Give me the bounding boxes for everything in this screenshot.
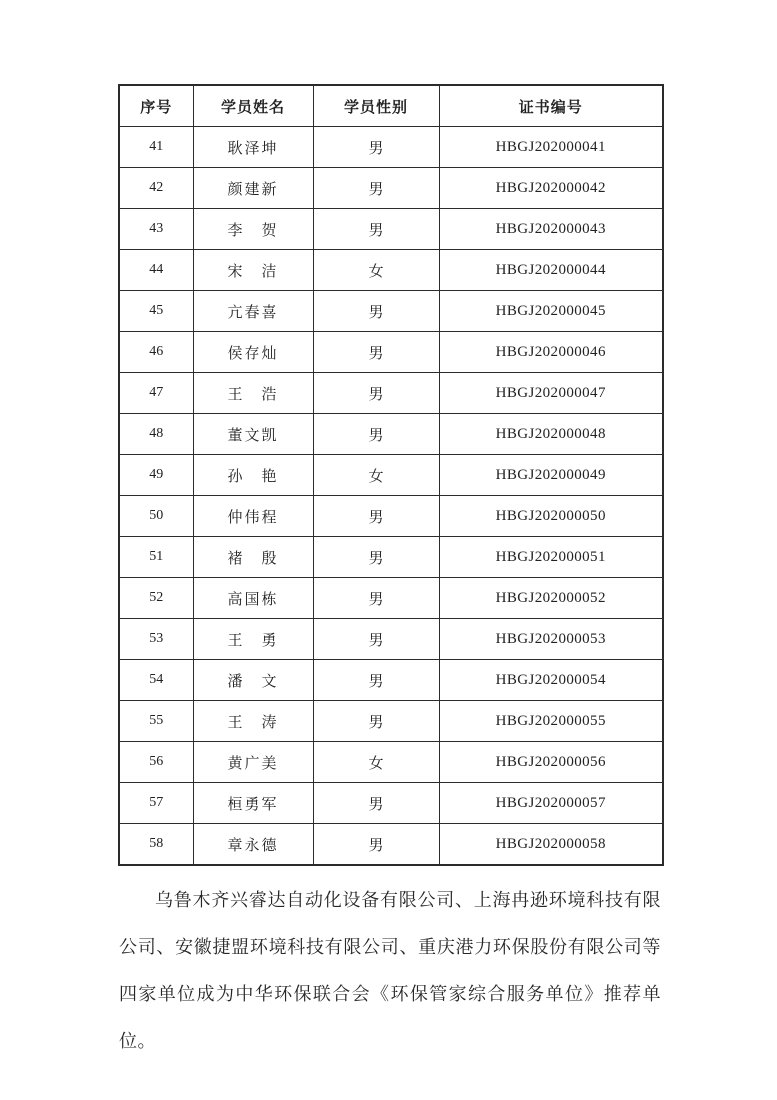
cell-certificate-number: HBGJ202000046 <box>439 332 663 373</box>
cell-certificate-number: HBGJ202000041 <box>439 127 663 168</box>
cell-student-gender: 男 <box>313 660 439 701</box>
cell-student-gender: 男 <box>313 701 439 742</box>
cell-certificate-number: HBGJ202000054 <box>439 660 663 701</box>
cell-certificate-number: HBGJ202000057 <box>439 783 663 824</box>
table-row <box>119 537 663 578</box>
cell-student-name: 侯存灿 <box>193 332 313 373</box>
column-header-gender: 学员性别 <box>313 85 439 127</box>
cell-student-name: 褚 殷 <box>193 537 313 578</box>
cell-certificate-number: HBGJ202000048 <box>439 414 663 455</box>
cell-certificate-number: HBGJ202000052 <box>439 578 663 619</box>
cell-serial-number: 55 <box>119 701 193 742</box>
cell-student-gender: 男 <box>313 824 439 866</box>
column-header-cert-no: 证书编号 <box>439 85 663 127</box>
cell-certificate-number: HBGJ202000045 <box>439 291 663 332</box>
cell-certificate-number: HBGJ202000050 <box>439 496 663 537</box>
cell-serial-number: 52 <box>119 578 193 619</box>
cell-student-gender: 男 <box>313 537 439 578</box>
cell-student-gender: 男 <box>313 496 439 537</box>
cell-certificate-number: HBGJ202000051 <box>439 537 663 578</box>
cell-serial-number: 57 <box>119 783 193 824</box>
table-row <box>119 250 663 291</box>
cell-student-gender: 男 <box>313 209 439 250</box>
table-row <box>119 783 663 824</box>
table-row <box>119 455 663 496</box>
cell-certificate-number: HBGJ202000058 <box>439 824 663 866</box>
table-row <box>119 414 663 455</box>
cell-student-gender: 男 <box>313 332 439 373</box>
cell-student-name: 桓勇军 <box>193 783 313 824</box>
cell-student-name: 王 涛 <box>193 701 313 742</box>
cell-serial-number: 45 <box>119 291 193 332</box>
cell-student-name: 潘 文 <box>193 660 313 701</box>
cell-student-gender: 男 <box>313 291 439 332</box>
cell-student-name: 宋 洁 <box>193 250 313 291</box>
table-row <box>119 127 663 168</box>
roster-table <box>118 84 664 866</box>
cell-certificate-number: HBGJ202000047 <box>439 373 663 414</box>
cell-student-gender: 男 <box>313 168 439 209</box>
cell-certificate-number: HBGJ202000056 <box>439 742 663 783</box>
column-header-name: 学员姓名 <box>193 85 313 127</box>
cell-serial-number: 54 <box>119 660 193 701</box>
cell-student-name: 仲伟程 <box>193 496 313 537</box>
cell-serial-number: 56 <box>119 742 193 783</box>
cell-student-gender: 女 <box>313 455 439 496</box>
cell-serial-number: 48 <box>119 414 193 455</box>
cell-serial-number: 43 <box>119 209 193 250</box>
table-row <box>119 660 663 701</box>
table-row <box>119 291 663 332</box>
cell-serial-number: 50 <box>119 496 193 537</box>
cell-serial-number: 51 <box>119 537 193 578</box>
cell-serial-number: 46 <box>119 332 193 373</box>
column-header-serial: 序号 <box>119 85 193 127</box>
cell-student-name: 董文凯 <box>193 414 313 455</box>
table-header-row <box>119 85 663 127</box>
cell-student-name: 亢春喜 <box>193 291 313 332</box>
cell-certificate-number: HBGJ202000042 <box>439 168 663 209</box>
cell-serial-number: 53 <box>119 619 193 660</box>
cell-serial-number: 49 <box>119 455 193 496</box>
table-row <box>119 578 663 619</box>
cell-serial-number: 42 <box>119 168 193 209</box>
cell-serial-number: 41 <box>119 127 193 168</box>
cell-student-name: 高国栋 <box>193 578 313 619</box>
table-row <box>119 496 663 537</box>
table-row <box>119 701 663 742</box>
table-row <box>119 373 663 414</box>
table-row <box>119 742 663 783</box>
cell-student-name: 章永德 <box>193 824 313 866</box>
cell-student-name: 黄广美 <box>193 742 313 783</box>
cell-certificate-number: HBGJ202000053 <box>439 619 663 660</box>
cell-serial-number: 47 <box>119 373 193 414</box>
table-body <box>119 127 663 866</box>
cell-student-gender: 男 <box>313 783 439 824</box>
cell-serial-number: 58 <box>119 824 193 866</box>
cell-student-gender: 男 <box>313 619 439 660</box>
cell-student-name: 李 贺 <box>193 209 313 250</box>
cell-student-gender: 男 <box>313 414 439 455</box>
table-row <box>119 332 663 373</box>
table-row <box>119 209 663 250</box>
cell-student-name: 颜建新 <box>193 168 313 209</box>
cell-certificate-number: HBGJ202000049 <box>439 455 663 496</box>
cell-student-name: 孙 艳 <box>193 455 313 496</box>
cell-student-name: 耿泽坤 <box>193 127 313 168</box>
cell-student-gender: 女 <box>313 250 439 291</box>
cell-student-gender: 女 <box>313 742 439 783</box>
cell-student-gender: 男 <box>313 127 439 168</box>
cell-student-name: 王 浩 <box>193 373 313 414</box>
cell-certificate-number: HBGJ202000044 <box>439 250 663 291</box>
table-row <box>119 824 663 866</box>
cell-certificate-number: HBGJ202000055 <box>439 701 663 742</box>
cell-student-name: 王 勇 <box>193 619 313 660</box>
closing-paragraph: 乌鲁木齐兴睿达自动化设备有限公司、上海冉逊环境科技有限公司、安徽捷盟环境科技有限公司、重庆港力环保股份有限公司等四家单位成为中华环保联合会《环保管家综合服务单位》推荐单位。 <box>119 890 661 1051</box>
cell-certificate-number: HBGJ202000043 <box>439 209 663 250</box>
table-row <box>119 168 663 209</box>
table-row <box>119 619 663 660</box>
cell-serial-number: 44 <box>119 250 193 291</box>
cell-student-gender: 男 <box>313 373 439 414</box>
cell-student-gender: 男 <box>313 578 439 619</box>
